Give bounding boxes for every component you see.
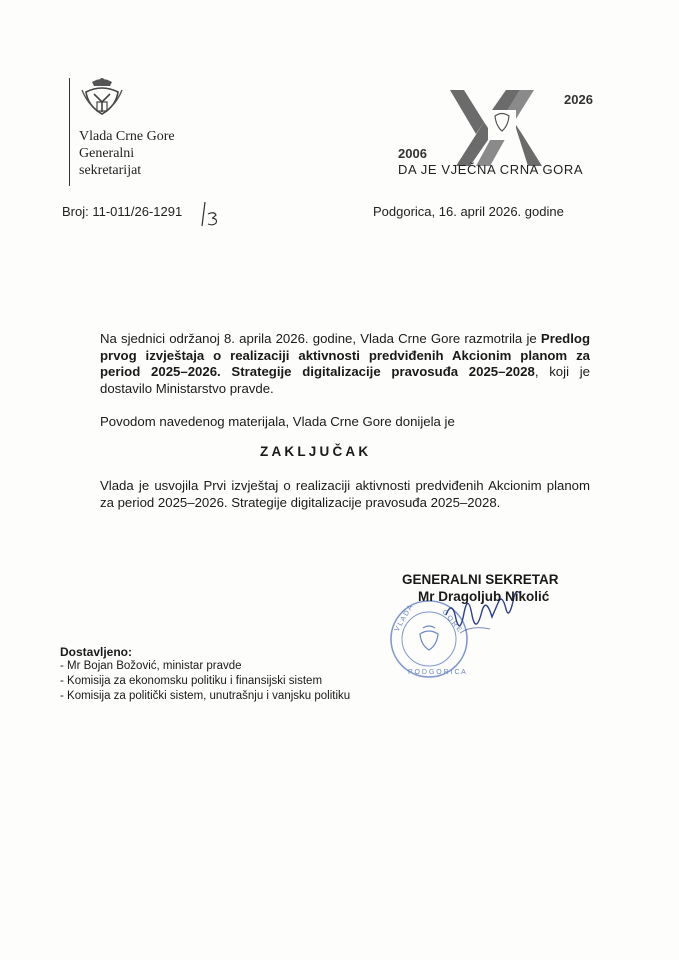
paragraph-conclusion: Vlada je usvojila Prvi izvještaj o realizaciji aktivnosti predviđenih Akcionim planom za period 2025–2026. Strategije digitalizacije pravosuđa 2025–2028. — [100, 478, 590, 510]
distribution-item: - Komisija za politički sistem, unutrašnju i vanjsku politiku — [60, 689, 351, 702]
issuer-line-1: Vlada Crne Gore — [79, 129, 175, 144]
distribution-item: - Komisija za ekonomsku politiku i finansijski sistem — [60, 674, 323, 687]
signatory-title: GENERALNI SEKRETAR — [402, 572, 559, 587]
conclusion-heading: ZAKLJUČAK — [260, 444, 372, 459]
distribution-title: Dostavljeno: — [60, 645, 133, 659]
distribution-item: - Mr Bojan Božović, ministar pravde — [60, 660, 242, 672]
paragraph-session — [100, 331, 590, 397]
jubilee-year-end: 2026 — [564, 92, 593, 107]
document-subject: Predlog prvog izvještaja o realizaciji aktivnosti predviđenih Akcionim planom za period 2025–2026. Strategije digitalizacije pravosuđa 2025–2028 — [100, 331, 590, 379]
paragraph-session-intro: Na sjednici održanoj 8. aprila 2026. godine, Vlada Crne Gore razmotrila je — [100, 331, 541, 346]
paragraph-decision-intro: Povodom navedenog materijala, Vlada Crne Gore donijela je — [100, 414, 455, 429]
issuer-name — [79, 128, 175, 179]
header-divider — [69, 78, 70, 186]
distribution-list — [60, 659, 350, 703]
signatory-name: Mr Dragoljub Nikolić — [418, 589, 550, 604]
issuer-line-2: Generalni — [79, 146, 135, 161]
jubilee-year-start: 2006 — [398, 146, 427, 161]
handwritten-reference-suffix — [199, 200, 221, 228]
place-and-date: Podgorica, 16. april 2026. godine — [373, 204, 564, 219]
jubilee-motto: DA JE VJEČNA CRNA GORA — [398, 162, 584, 177]
svg-text:G O R E: G O R E — [440, 608, 463, 634]
svg-text:V L A D A: V L A D A — [393, 604, 415, 633]
issuer-line-3: sekretarijat — [79, 163, 142, 178]
paragraph-session-tail: , koji je dostavilo Ministarstvo pravde. — [100, 364, 590, 396]
reference-number: Broj: 11-011/26-1291 — [62, 204, 183, 219]
montenegro-coat-of-arms-icon — [80, 76, 124, 124]
svg-text:P O D G O R I C A: P O D G O R I C A — [408, 669, 466, 676]
